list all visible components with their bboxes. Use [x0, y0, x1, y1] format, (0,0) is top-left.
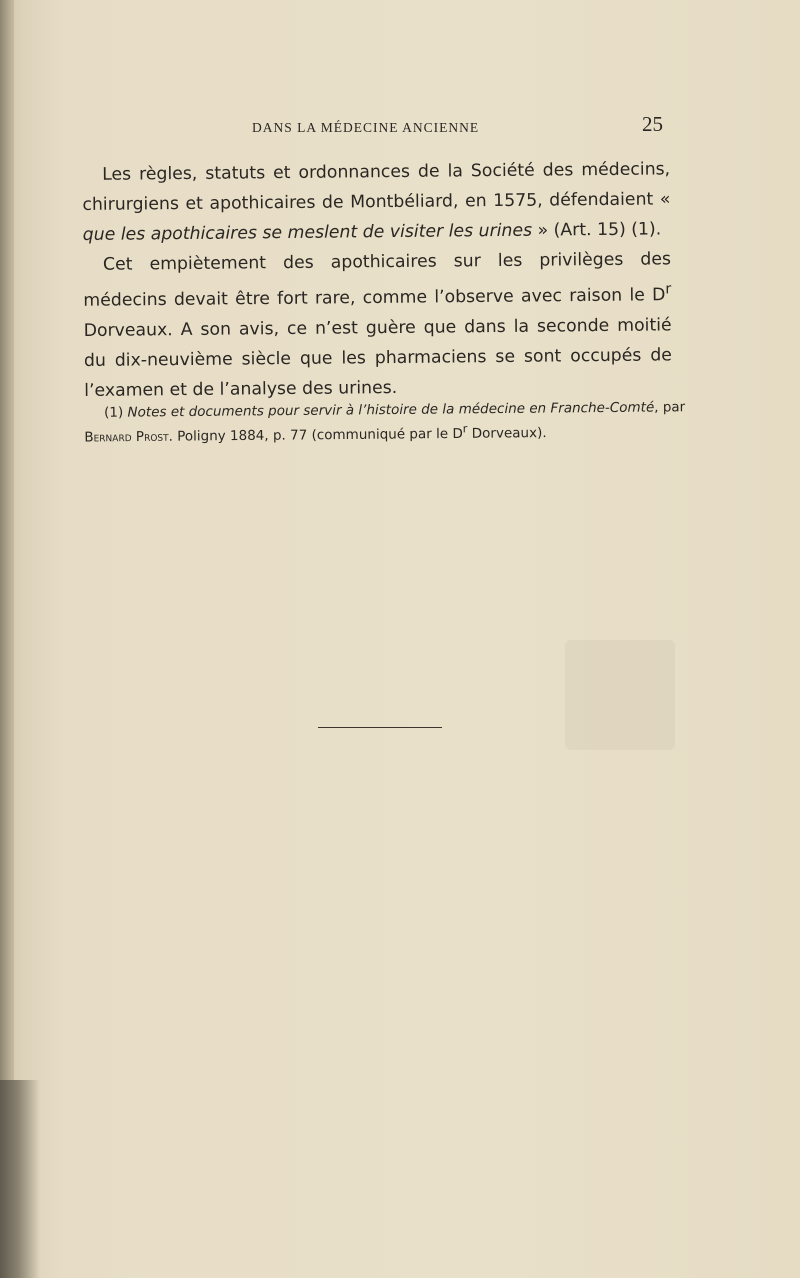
footnote-details-a: . Poligny 1884, p. 77 (communiqué par le D: [168, 425, 463, 445]
doctor-abbrev-superscript: r: [665, 281, 672, 298]
running-head: DANS LA MÉDECINE ANCIENNE: [252, 120, 480, 135]
page-number: 25: [642, 112, 663, 136]
footnote-marker: (1): [104, 404, 128, 421]
book-spine-dark-corner: [0, 1080, 40, 1278]
paragraph-1: [82, 154, 671, 250]
end-section-rule: [318, 727, 442, 728]
paragraph-2-text-a: Cet empiètement des apothicaires sur les privilèges des médecins devait être fort rare, comme l’observe avec raison le D: [83, 249, 672, 311]
paragraph-2-text-b: Dorveaux. A son avis, ce n’est guère que dans la seconde moitié du dix-neuvième siècle que les pharmaciens se sont occupés de l’examen et de l’analyse des urines.: [83, 315, 672, 401]
bleed-through-mark: [565, 640, 675, 750]
footnote-work-title: Notes et documents pour servir à l’histoire de la médecine en Franche-Comté: [127, 399, 655, 421]
paragraph-1-text-a: Les règles, statuts et ordonnances de la Société des médecins, chirurgiens et apothicaires de Montbéliard, en 1575, défendaient «: [82, 159, 671, 215]
footnote-doctor-superscript: r: [462, 422, 468, 436]
footnote-par: , par: [654, 399, 686, 416]
footnote-details-b: Dorveaux).: [467, 425, 547, 442]
quoted-prohibition: que les apothicaires se meslent de visiter les urines: [82, 220, 533, 245]
body-text: [82, 154, 672, 405]
paragraph-1-text-b: » (Art. 15) (1).: [531, 219, 662, 241]
paragraph-2: [83, 244, 672, 405]
footnote: [84, 398, 696, 447]
footnote-1: [84, 398, 696, 447]
footnote-author: Bernard Prost: [84, 428, 169, 446]
